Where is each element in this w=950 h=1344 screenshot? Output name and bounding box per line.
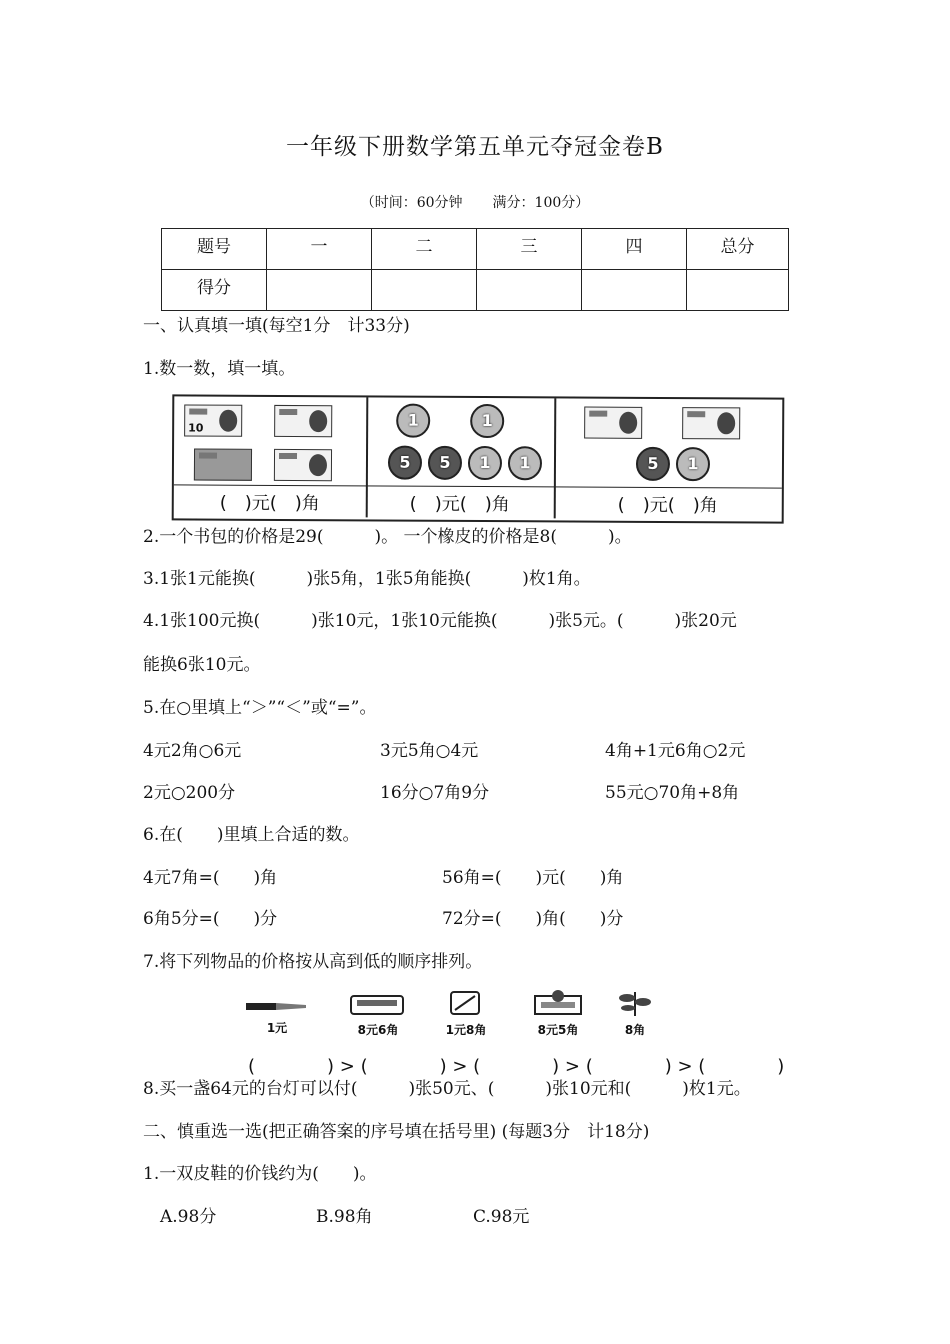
score-input-cell[interactable] <box>267 270 372 311</box>
item-stationery-box <box>525 988 591 1038</box>
item-knife <box>244 996 310 1036</box>
banknote-10-yuan-icon: 10 <box>184 404 242 436</box>
compare-item: 2元○200分 <box>143 783 236 803</box>
question-8: 8.买一盏64元的台灯可以付( )张50元、( )张10元和( )枚1元。 <box>143 1079 751 1099</box>
banknote-icon <box>682 407 740 439</box>
stationery-box-icon <box>525 988 591 1018</box>
coin-1-icon: 1 <box>676 447 710 481</box>
conversion-item: 4元7角=( )角 <box>143 868 278 888</box>
money-panel <box>172 394 785 523</box>
score-input-cell[interactable] <box>687 270 789 311</box>
item-price: 1元 <box>266 1021 288 1035</box>
answer-blank[interactable]: ( )元( )角 <box>617 494 718 517</box>
item-price: 8角 <box>624 1023 646 1037</box>
cell: 得分 <box>162 270 267 311</box>
item-price: 1元8角 <box>445 1023 487 1037</box>
section1-heading: 一、认真填一填(每空1分 计33分) <box>143 316 410 336</box>
conversion-item: 6角5分=( )分 <box>143 909 278 929</box>
exam-info <box>0 192 950 212</box>
question-6: 6.在( )里填上合适的数。 <box>143 825 360 845</box>
cell: 三 <box>477 229 582 270</box>
question-3: 3.1张1元能换( )张5角，1张5角能换( )枚1角。 <box>143 569 591 589</box>
conversion-item: 72分=( )角( )分 <box>442 909 624 929</box>
question-4-cont: 能换6张10元。 <box>143 655 261 675</box>
knife-icon <box>244 996 310 1016</box>
option-a[interactable]: A.98分 <box>160 1207 217 1227</box>
question-5: 5.在○里填上“＞”“＜”或“=”。 <box>143 698 377 718</box>
coin-icon: 1 <box>470 404 504 438</box>
item-price: 8元5角 <box>537 1023 579 1037</box>
section2-heading: 二、慎重选一选(把正确答案的序号填在括号里) (每题3分 计18分) <box>143 1122 650 1142</box>
compare-item: 4元2角○6元 <box>143 741 242 761</box>
option-b[interactable]: B.98角 <box>316 1207 373 1227</box>
ordering-blanks[interactable]: ( ) > ( ) > ( ) > ( ) > ( ) <box>248 1056 785 1077</box>
cell: 题号 <box>162 229 267 270</box>
plant-icon <box>602 986 668 1018</box>
compare-item: 16分○7角9分 <box>380 783 490 803</box>
full-score-info: 满分：100分） <box>492 195 590 211</box>
banknote-icon <box>584 407 642 439</box>
money-group-2 <box>366 397 557 518</box>
cell: 二 <box>372 229 477 270</box>
time-info: （时间：60分钟 <box>360 195 463 211</box>
banknote-icon <box>194 449 252 481</box>
coin-1-icon: 1 <box>468 446 502 480</box>
compare-item: 3元5角○4元 <box>380 741 479 761</box>
page-title: 一年级下册数学第五单元夺冠金卷B <box>286 134 664 160</box>
pencil-case-icon <box>345 990 411 1018</box>
coin-5-icon: 5 <box>636 447 670 481</box>
score-table-row-score <box>162 270 789 311</box>
sharpener-icon <box>433 988 499 1018</box>
cell: 一 <box>267 229 372 270</box>
score-input-cell[interactable] <box>477 270 582 311</box>
answer-blank[interactable]: ( )元( )角 <box>409 493 510 516</box>
conversion-item: 56角=( )元( )角 <box>442 868 624 888</box>
score-input-cell[interactable] <box>372 270 477 311</box>
score-table <box>161 228 789 311</box>
cell: 四 <box>582 229 687 270</box>
cell: 总分 <box>687 229 789 270</box>
coin-1-icon: 1 <box>508 446 542 480</box>
money-group-1 <box>174 396 369 517</box>
item-sharpener <box>433 988 499 1038</box>
question-1: 1.数一数，填一填。 <box>143 359 296 379</box>
coin-5-icon: 5 <box>388 446 422 480</box>
compare-item: 4角+1元6角○2元 <box>605 741 746 761</box>
coin-5-icon: 5 <box>428 446 462 480</box>
item-price: 8元6角 <box>357 1023 399 1037</box>
banknote-icon <box>274 449 332 481</box>
compare-item: 55元○70角+8角 <box>605 783 740 803</box>
item-plant <box>602 986 668 1038</box>
banknote-icon <box>274 405 332 437</box>
money-group-3 <box>554 398 783 519</box>
question-2: 2.一个书包的价格是29( )。 一个橡皮的价格是8( )。 <box>143 527 632 547</box>
option-c[interactable]: C.98元 <box>473 1207 530 1227</box>
score-input-cell[interactable] <box>582 270 687 311</box>
section2-question-1: 1.一双皮鞋的价钱约为( )。 <box>143 1164 377 1184</box>
answer-blank[interactable]: ( )元( )角 <box>219 492 320 515</box>
coin-icon: 1 <box>396 404 430 438</box>
score-table-row-header <box>162 229 789 270</box>
question-4: 4.1张100元换( )张10元，1张10元能换( )张5元。( )张20元 <box>143 611 737 631</box>
item-pencil-case <box>345 990 411 1038</box>
question-7: 7.将下列物品的价格按从高到低的顺序排列。 <box>143 952 483 972</box>
